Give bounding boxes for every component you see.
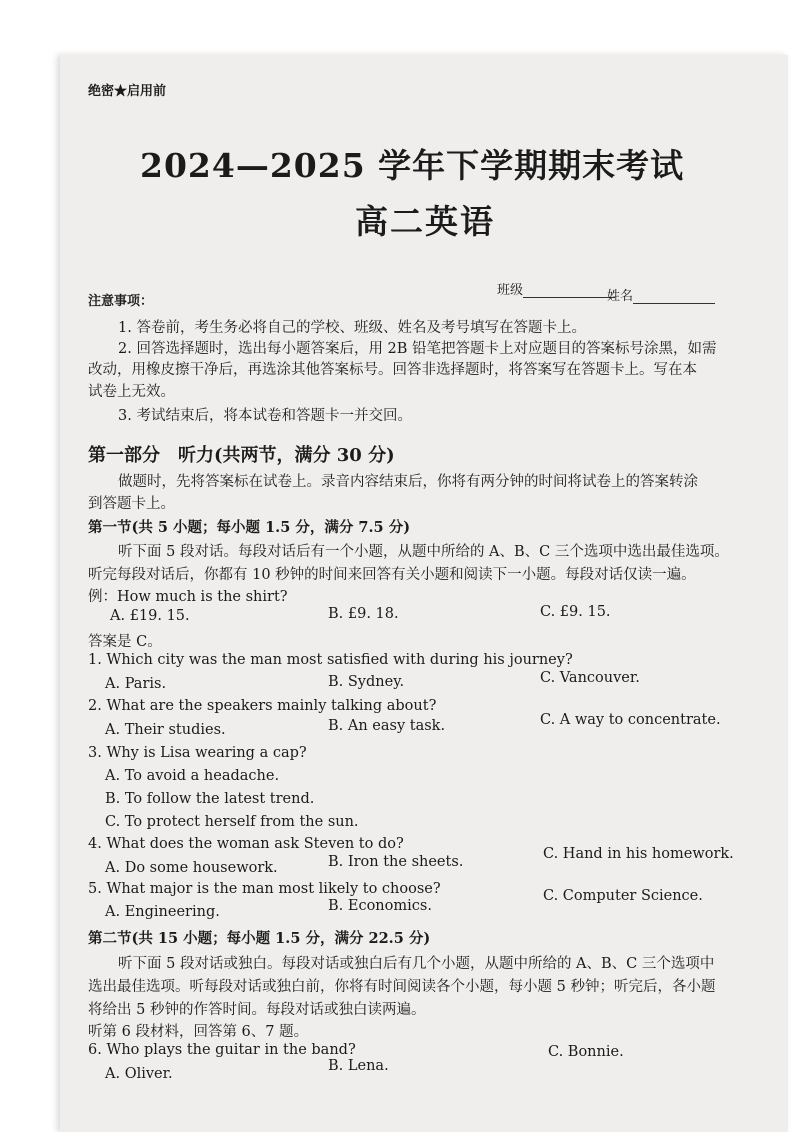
section-one-heading: 第一节(共 5 小题；每小题 1.5 分，满分 7.5 分)	[88, 519, 411, 536]
part-one-instruction-cont: 到答题卡上。	[88, 496, 175, 512]
question-4-option-b: B. Iron the sheets.	[328, 854, 464, 870]
notice-item-2-cont: 改动，用橡皮擦干净后，再选涂其他答案标号。回答非选择题时，将答案写在答题卡上。写在本	[88, 362, 697, 378]
question-6-option-b: B. Lena.	[328, 1058, 389, 1074]
question-6-option-a: A. Oliver.	[105, 1066, 173, 1082]
question-5-option-c: C. Computer Science.	[543, 888, 703, 904]
question-3: 3. Why is Lisa wearing a cap?	[88, 745, 307, 761]
notice-item-1: 1. 答卷前，考生务必将自己的学校、班级、姓名及考号填写在答题卡上。	[118, 320, 586, 336]
question-4-option-a: A. Do some housework.	[105, 860, 278, 876]
question-2-option-c: C. A way to concentrate.	[540, 712, 721, 728]
question-2-option-a: A. Their studies.	[105, 722, 226, 738]
example-answer: 答案是 C。	[88, 634, 162, 650]
section-two-heading: 第二节(共 15 小题；每小题 1.5 分，满分 22.5 分)	[88, 930, 431, 947]
subject-title: 高二英语	[355, 202, 495, 241]
question-4: 4. What does the woman ask Steven to do?	[88, 836, 404, 852]
question-5: 5. What major is the man most likely to choose?	[88, 881, 441, 897]
question-1-option-c: C. Vancouver.	[540, 670, 640, 686]
exam-title: 2024—2025 学年下学期期末考试	[140, 146, 685, 185]
name-blank	[633, 303, 715, 304]
example-option-b: B. £9. 18.	[328, 606, 399, 622]
question-4-option-c: C. Hand in his homework.	[543, 846, 734, 862]
class-label: 班级	[497, 279, 615, 298]
example-option-c: C. £9. 15.	[540, 604, 611, 620]
part-one-instruction: 做题时，先将答案标在试卷上。录音内容结束后，你将有两分钟的时间将试卷上的答案转涂	[118, 474, 698, 490]
question-6-option-c: C. Bonnie.	[548, 1044, 624, 1060]
question-5-option-b: B. Economics.	[328, 898, 432, 914]
question-5-option-a: A. Engineering.	[105, 904, 220, 920]
question-3-option-b: B. To follow the latest trend.	[105, 791, 315, 807]
question-6: 6. Who plays the guitar in the band?	[88, 1042, 356, 1058]
section-two-instruction-cont: 选出最佳选项。听每段对话或独白前，你将有时间阅读各个小题，每小题 5 秒钟；听完后，各小题	[88, 979, 716, 995]
class-blank	[523, 297, 615, 298]
question-2-option-b: B. An easy task.	[328, 718, 446, 734]
material-6-label: 听第 6 段材料，回答第 6、7 题。	[88, 1024, 309, 1040]
example-question: 例：How much is the shirt?	[88, 589, 288, 605]
question-3-option-c: C. To protect herself from the sun.	[105, 814, 359, 830]
confidential-label: 绝密★启用前	[88, 84, 167, 99]
question-1-option-b: B. Sydney.	[328, 674, 405, 690]
section-one-instruction-cont: 听完每段对话后，你都有 10 秒钟的时间来回答有关小题和阅读下一小题。每段对话仅读一遍。	[88, 567, 696, 583]
section-two-instruction: 听下面 5 段对话或独白。每段对话或独白后有几个小题，从题中所给的 A、B、C 三个选项中	[118, 956, 715, 972]
section-one-instruction: 听下面 5 段对话。每段对话后有一个小题，从题中所给的 A、B、C 三个选项中选出最佳选项。	[118, 544, 729, 560]
question-1: 1. Which city was the man most satisfied with during his journey?	[88, 652, 573, 668]
question-1-option-a: A. Paris.	[105, 676, 167, 692]
notice-item-2: 2. 回答选择题时，选出每小题答案后，用 2B 铅笔把答题卡上对应题目的答案标号涂黑，如需	[118, 341, 717, 357]
example-option-a: A. £19. 15.	[110, 608, 190, 624]
notice-item-3: 3. 考试结束后，将本试卷和答题卡一并交回。	[118, 408, 412, 424]
section-two-instruction-cont2: 将给出 5 秒钟的作答时间。每段对话或独白读两遍。	[88, 1002, 426, 1018]
name-label: 姓名	[607, 285, 715, 304]
notice-heading: 注意事项：	[88, 294, 154, 309]
question-2: 2. What are the speakers mainly talking about?	[88, 698, 437, 714]
question-3-option-a: A. To avoid a headache.	[105, 768, 280, 784]
notice-item-2-cont2: 试卷上无效。	[88, 384, 175, 400]
part-one-heading: 第一部分 听力(共两节，满分 30 分)	[88, 445, 395, 466]
